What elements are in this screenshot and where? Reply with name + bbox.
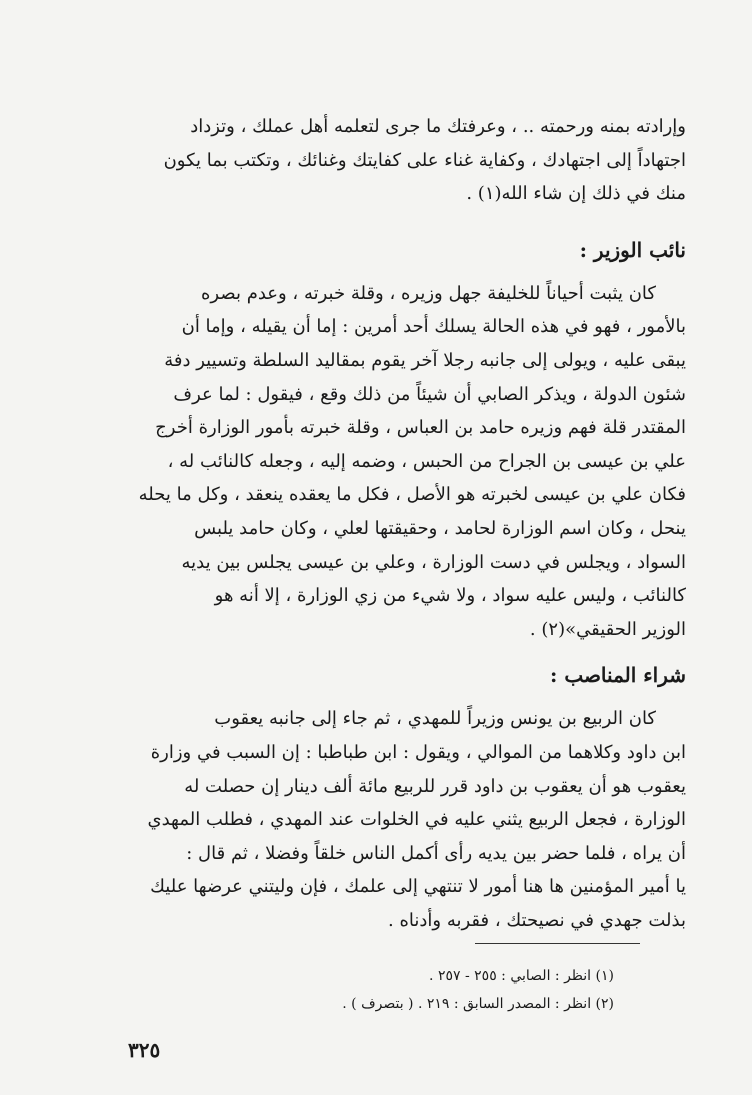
offices-paragraph <box>66 702 686 937</box>
text-line: الوزارة ، فجعل الربيع يثني عليه في الخلوات عند المهدي ، فطلب المهدي <box>147 809 686 831</box>
section-heading-offices: شراء المناصب : <box>549 663 686 688</box>
text-line: يا أمير المؤمنين ها هنا أمور لا تنتهي إلى علمك ، فإن وليتني عرضها عليك <box>150 876 686 898</box>
footnote-2: (٢) انظر : المصدر السابق : ٢١٩ . ( بتصرف ) . <box>342 996 614 1012</box>
text-line: كان يثبت أحياناً للخليفة جهل وزيره ، وقلة خبرته ، وعدم بصره <box>200 282 656 304</box>
section-heading-deputy: نائب الوزير : <box>579 237 686 262</box>
text-line: اجتهاداً إلى اجتهادك ، وكفاية غناء على كفايتك وغنائك ، وتكتب بما يكون <box>163 149 686 171</box>
text-line: يبقى عليه ، ويولى إلى جانبه رجلا آخر يقوم بمقاليد السلطة وتسيير دفة <box>164 349 686 371</box>
text-line: شئون الدولة ، ويذكر الصابي أن شيئاً من ذلك وقع ، فيقول : لما عرف <box>173 383 686 405</box>
text-line: وإرادته بمنه ورحمته .. ، وعرفتك ما جرى لتعلمه أهل عملك ، وتزداد <box>190 116 686 137</box>
text-line: بذلت جهدي في نصيحتك ، فقربه وأدناه . <box>388 909 686 931</box>
deputy-paragraph <box>66 277 686 647</box>
intro-paragraph <box>66 110 686 211</box>
text-line: بالأمور ، فهو في هذه الحالة يسلك أحد أمرين : إما أن يقيله ، وإما أن <box>181 316 686 338</box>
footnotes <box>66 962 614 1018</box>
page-number: ٣٢٥ <box>128 1038 161 1062</box>
text-line: علي بن عيسى بن الجراح من الحبس ، وضمه إليه ، وجعله كالنائب له ، <box>167 450 686 472</box>
main-text <box>66 110 686 937</box>
text-line: ينحل ، وكان اسم الوزارة لحامد ، وحقيقتها لعلي ، وكان حامد يلبس <box>194 517 686 539</box>
text-line: منك في ذلك إن شاء الله(١) . <box>466 183 686 205</box>
text-line: أن يراه ، فلما حضر بين يديه رأى أكمل الناس خلقاً وفضلا ، ثم قال : <box>186 842 686 864</box>
footnote-divider <box>475 943 640 944</box>
footnote-1: (١) انظر : الصابي : ٢٥٥ - ٢٥٧ . <box>429 968 614 984</box>
text-line: ابن داود وكلاهما من الموالي ، ويقول : ابن طباطبا : إن السبب في وزارة <box>150 741 686 763</box>
text-line: يعقوب هو أن يعقوب بن داود قرر للربيع مائة ألف دينار إن حصلت له <box>184 775 686 797</box>
text-line: كان الربيع بن يونس وزيراً للمهدي ، ثم جاء إلى جانبه يعقوب <box>214 708 656 730</box>
text-line: المقتدر قلة فهم وزيره حامد بن العباس ، وقلة خبرته بأمور الوزارة أخرج <box>155 417 686 439</box>
text-line: الوزير الحقيقي»(٢) . <box>529 618 686 640</box>
text-line: السواد ، ويجلس في دست الوزارة ، وعلي بن عيسى يجلس بين يديه <box>181 551 686 573</box>
text-line: فكان علي بن عيسى لخبرته هو الأصل ، فكل ما يعقده ينعقد ، وكل ما يحله <box>138 484 686 506</box>
text-line: كالنائب ، وليس عليه سواد ، ولا شيء من زي الوزارة ، إلا أنه هو <box>214 585 686 607</box>
